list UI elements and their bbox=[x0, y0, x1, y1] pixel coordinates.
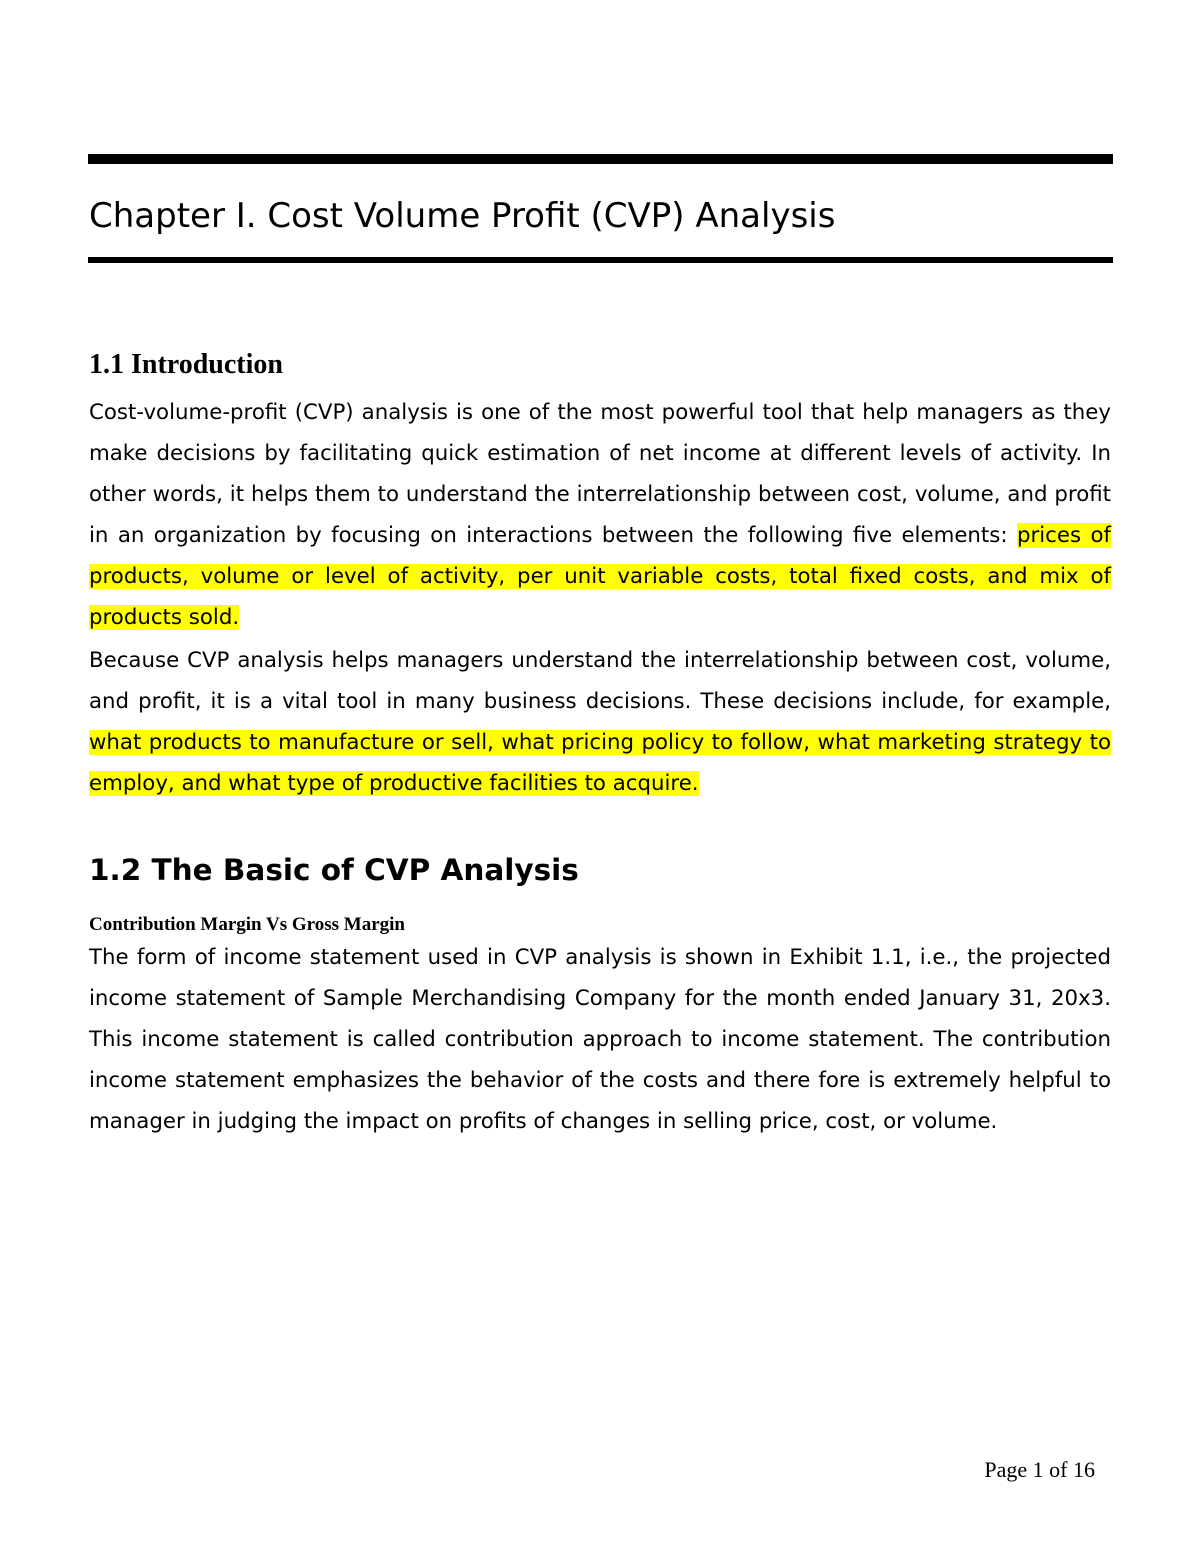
title-rule-bottom bbox=[88, 257, 1113, 263]
intro-paragraph bbox=[89, 392, 1111, 638]
decisions-paragraph-highlight: what products to manufacture or sell, what pricing policy to follow, what marketing strategy to employ, and what type of productive facilities to acquire. bbox=[89, 730, 1111, 796]
page-number: Page 1 of 16 bbox=[984, 1457, 1095, 1482]
chapter-title: Chapter I. Cost Volume Profit (CVP) Analysis bbox=[89, 196, 836, 236]
subheading-contribution-margin: Contribution Margin Vs Gross Margin bbox=[89, 914, 405, 935]
intro-paragraph-text: Cost-volume-profit (CVP) analysis is one of the most powerful tool that help managers as they make decisions by facilitating quick estimation of net income at different levels of activity. In other words, it helps them to understand the interrelationship between cost, volume, and profit in an organization by focusing on interactions between the following five elements: bbox=[89, 400, 1111, 548]
decisions-paragraph-text: Because CVP analysis helps managers understand the interrelationship between cost, volume, and profit, it is a vital tool in many business decisions. These decisions include, for example, bbox=[89, 648, 1111, 714]
section-heading-basic-cvp: 1.2 The Basic of CVP Analysis bbox=[89, 853, 579, 887]
section-heading-introduction: 1.1 Introduction bbox=[89, 349, 283, 380]
decisions-paragraph bbox=[89, 640, 1111, 804]
intro-paragraph-highlight: prices of products, volume or level of activity, per unit variable costs, total fixed costs, and mix of products sold. bbox=[89, 523, 1111, 630]
income-statement-paragraph: The form of income statement used in CVP analysis is shown in Exhibit 1.1, i.e., the projected income statement of Sample Merchandising Company for the month ended January 31, 20x3. This income statement is called contribution approach to income statement. The contribution income statement emphasizes the behavior of the costs and there fore is extremely helpful to manager in judging the impact on profits of changes in selling price, cost, or volume. bbox=[89, 945, 1111, 1134]
title-rule-top bbox=[88, 154, 1113, 164]
